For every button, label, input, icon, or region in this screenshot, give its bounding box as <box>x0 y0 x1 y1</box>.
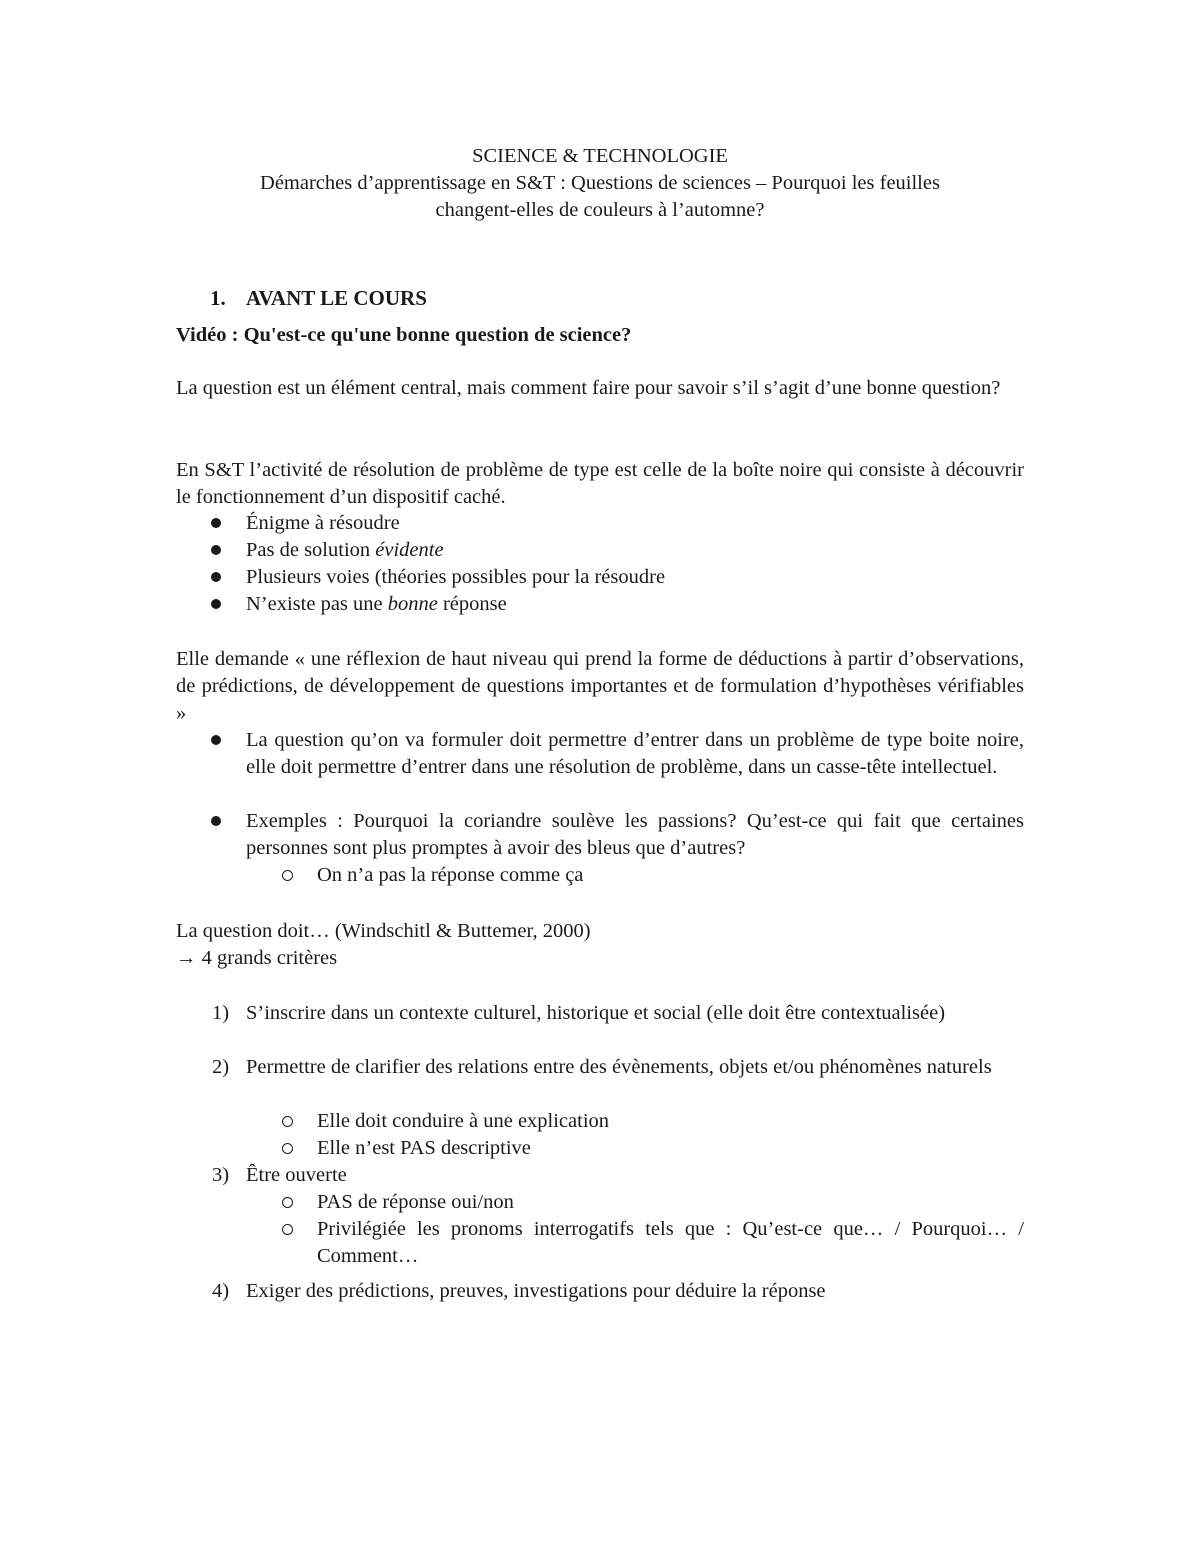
criterion-number: 4) <box>212 1280 230 1302</box>
sub-bullet-icon <box>282 1224 293 1235</box>
criterion-number: 1) <box>212 1002 230 1024</box>
paragraph-question-central: La question est un élément central, mais comment faire pour savoir s’il s’agit d’une bonne question? <box>176 377 1001 399</box>
document-subtitle-line1: Démarches d’apprentissage en S&T : Questions de sciences – Pourquoi les feuilles <box>260 172 940 194</box>
document-title: SCIENCE & TECHNOLOGIE <box>472 145 728 167</box>
sub-list-item: PAS de réponse oui/non <box>317 1191 514 1213</box>
sub-bullet-icon <box>282 1197 293 1208</box>
criterion-item: Exiger des prédictions, preuves, investigations pour déduire la réponse <box>246 1280 826 1302</box>
criterion-number: 3) <box>212 1164 230 1186</box>
sub-bullet-icon <box>282 1143 293 1154</box>
criterion-item: Être ouverte <box>246 1164 347 1186</box>
bullet-icon <box>211 735 221 745</box>
sub-bullet-icon <box>282 870 293 881</box>
sub-list-item: Privilégiée les pronoms interrogatifs tels que : Qu’est-ce que… / Pourquoi… / Comment… <box>317 1218 1024 1267</box>
paragraph-reflexion: Elle demande « une réflexion de haut niveau qui prend la forme de déductions à partir d’observations, de prédictions, de développement de questions importantes et de formulation d’hypothèses vérifiables » <box>176 648 1024 724</box>
sub-list-item: On n’a pas la réponse comme ça <box>317 864 584 886</box>
section-title: AVANT LE COURS <box>246 286 427 310</box>
criterion-item: S’inscrire dans un contexte culturel, historique et social (elle doit être contextualisée) <box>246 1002 946 1024</box>
list-item: Exemples : Pourquoi la coriandre soulève les passions? Qu’est-ce qui fait que certaines personnes sont plus promptes à avoir des bleus que d’autres? <box>246 810 1024 859</box>
document-subtitle-line2: changent-elles de couleurs à l’automne? <box>435 199 765 221</box>
paragraph-question-doit: La question doit… (Windschitl & Buttemer, 2000) <box>176 920 591 942</box>
section-number: 1. <box>210 286 226 310</box>
bullet-icon <box>211 518 221 528</box>
list-item: Énigme à résoudre <box>246 512 400 534</box>
bullet-icon <box>211 572 221 582</box>
criterion-item: Permettre de clarifier des relations entre des évènements, objets et/ou phénomènes naturels <box>246 1056 992 1078</box>
sub-list-item: Elle doit conduire à une explication <box>317 1110 610 1132</box>
bullet-icon <box>211 816 221 826</box>
bullet-icon <box>211 599 221 609</box>
paragraph-boite-noire: En S&T l’activité de résolution de problème de type est celle de la boîte noire qui consiste à découvrir le fonctionnement d’un dispositif caché. <box>176 459 1024 508</box>
criteria-intro: → 4 grands critères <box>176 947 338 969</box>
criterion-number: 2) <box>212 1056 230 1078</box>
sub-bullet-icon <box>282 1116 293 1127</box>
list-item: La question qu’on va formuler doit permettre d’entrer dans un problème de type boite noire, elle doit permettre d’entrer dans une résolution de problème, dans un casse-tête intellectuel. <box>246 729 1024 778</box>
list-item: Pas de solution évidente <box>246 539 444 561</box>
list-item: Plusieurs voies (théories possibles pour la résoudre <box>246 566 666 588</box>
list-item: N’existe pas une bonne réponse <box>246 593 507 615</box>
bullet-icon <box>211 545 221 555</box>
sub-list-item: Elle n’est PAS descriptive <box>317 1137 531 1159</box>
video-title: Vidéo : Qu'est-ce qu'une bonne question de science? <box>176 324 632 346</box>
